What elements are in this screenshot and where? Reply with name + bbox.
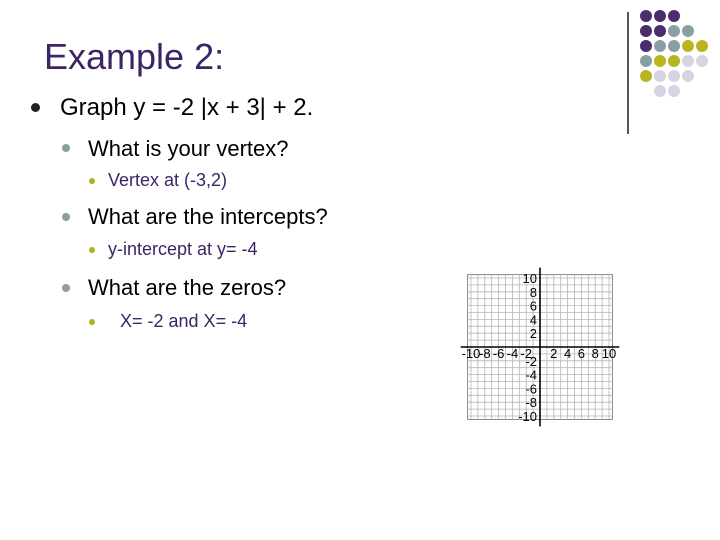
decorative-dot xyxy=(640,55,652,67)
decorative-dot xyxy=(640,10,652,22)
x-tick-label: 10 xyxy=(601,346,617,361)
x-tick-label: -6 xyxy=(492,346,505,361)
decorative-dot xyxy=(640,40,652,52)
bullet-icon xyxy=(62,144,70,152)
y-tick-label: 8 xyxy=(529,284,537,300)
decorative-dot xyxy=(668,10,680,22)
answer-vertex: Vertex at (-3,2) xyxy=(108,170,228,190)
y-tick-label: 6 xyxy=(529,298,537,314)
decorative-dot xyxy=(682,25,694,37)
bullet-icon xyxy=(89,178,95,184)
decorative-dot xyxy=(682,55,694,67)
decorative-dot xyxy=(640,70,652,82)
decorative-divider xyxy=(627,12,629,134)
x-tick-label: -8 xyxy=(479,346,491,361)
bullet-icon xyxy=(31,103,40,112)
decorative-dot xyxy=(668,85,680,97)
decorative-dot xyxy=(668,70,680,82)
x-tick-label: -4 xyxy=(506,346,519,361)
decorative-dot xyxy=(668,25,680,37)
question-intercepts: What are the intercepts? xyxy=(88,204,328,229)
answer-zeros: X= -2 and X= -4 xyxy=(120,311,248,331)
y-tick-label: -6 xyxy=(525,381,537,397)
decorative-dot xyxy=(682,40,694,52)
slide-title: Example 2: xyxy=(44,36,225,77)
decorative-dot xyxy=(654,55,666,67)
x-tick-label: 8 xyxy=(591,346,599,361)
decorative-dot xyxy=(696,40,708,52)
decorative-dot xyxy=(682,70,694,82)
decorative-dot xyxy=(668,55,680,67)
bullet-icon xyxy=(89,247,95,253)
y-tick-label: -2 xyxy=(525,353,537,369)
decorative-dot xyxy=(668,40,680,52)
x-tick-label: 4 xyxy=(563,346,572,361)
decorative-dot xyxy=(654,10,666,22)
bullet-icon xyxy=(89,319,95,325)
y-tick-label: 2 xyxy=(529,326,537,342)
x-tick-label: 2 xyxy=(550,346,558,361)
bullet-icon xyxy=(62,213,70,221)
x-tick-label: 6 xyxy=(577,346,586,361)
y-tick-label: 4 xyxy=(529,312,537,328)
main-point-text: Graph y = -2 |x + 3| + 2. xyxy=(60,94,314,121)
x-tick-label: -10 xyxy=(461,346,481,361)
y-tick-label: -10 xyxy=(518,409,537,424)
question-zeros: What are the zeros? xyxy=(88,275,287,300)
decorative-dot xyxy=(640,25,652,37)
y-tick-label: -8 xyxy=(525,395,537,411)
decorative-dot xyxy=(654,25,666,37)
bullet-icon xyxy=(62,284,70,292)
coordinate-grid xyxy=(380,190,700,490)
decorative-dot xyxy=(654,40,666,52)
decorative-dot xyxy=(654,70,666,82)
question-vertex: What is your vertex? xyxy=(88,136,289,161)
x-tick-label: -2 xyxy=(520,346,532,361)
y-tick-label: -4 xyxy=(525,367,537,383)
answer-intercepts: y-intercept at y= -4 xyxy=(108,239,258,259)
decorative-dot xyxy=(696,55,708,67)
y-tick-label: 10 xyxy=(522,271,537,286)
decorative-dot xyxy=(654,85,666,97)
